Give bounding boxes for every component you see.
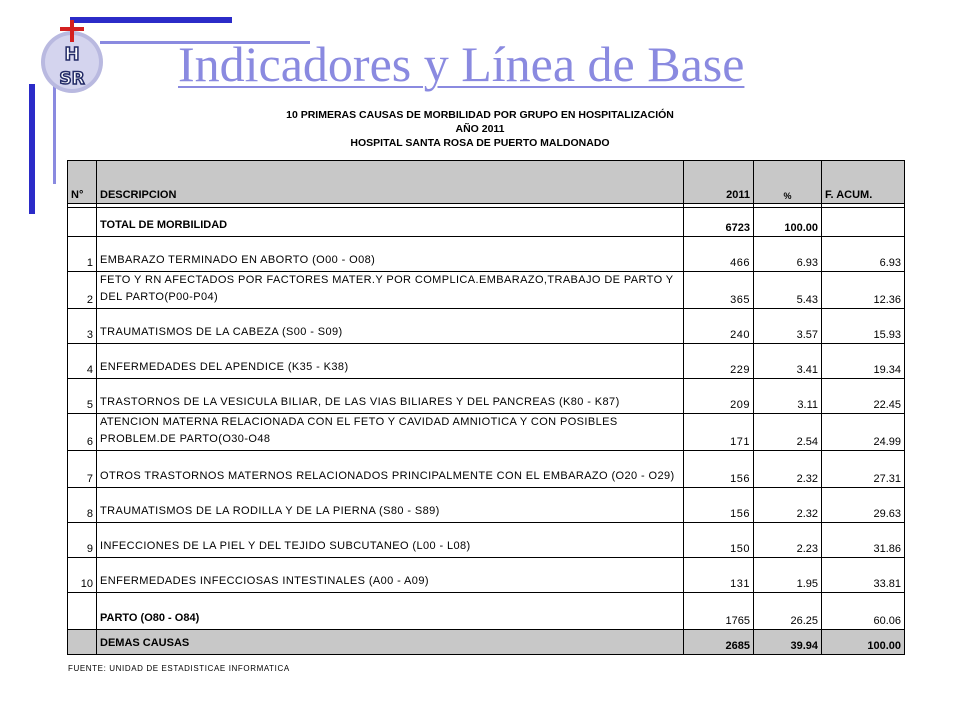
parto-index (68, 593, 97, 630)
table-heading (160, 108, 800, 150)
row-percent: 6.93 (754, 237, 822, 272)
row-cumulative: 6.93 (822, 237, 905, 272)
header-year: 2011 (684, 161, 754, 204)
row-value: 209 (684, 379, 754, 414)
total-value: 6723 (684, 208, 754, 237)
row-description: EMBARAZO TERMINADO EN ABORTO (O00 - O08) (97, 237, 684, 272)
total-cumulative (822, 208, 905, 237)
table-row (68, 344, 905, 379)
row-index: 8 (68, 488, 97, 523)
row-cumulative: 12.36 (822, 272, 905, 309)
row-percent: 2.32 (754, 488, 822, 523)
table-row (68, 523, 905, 558)
hospital-logo (34, 18, 110, 94)
row-cumulative: 31.86 (822, 523, 905, 558)
demas-cumulative: 100.00 (822, 630, 905, 655)
demas-percent: 39.94 (754, 630, 822, 655)
row-cumulative: 27.31 (822, 451, 905, 488)
row-cumulative: 22.45 (822, 379, 905, 414)
row-percent: 2.54 (754, 414, 822, 451)
row-description: INFECCIONES DE LA PIEL Y DEL TEJIDO SUBCUTANEO (L00 - L08) (97, 523, 684, 558)
row-description: FETO Y RN AFECTADOS POR FACTORES MATER.Y POR COMPLICA.EMBARAZO,TRABAJO DE PARTO Y DEL PARTO(P00-P04) (97, 272, 684, 309)
row-index: 9 (68, 523, 97, 558)
row-index: 4 (68, 344, 97, 379)
svg-text:H: H (64, 44, 80, 65)
decorative-bar-vertical (29, 84, 35, 214)
demas-row (68, 630, 905, 655)
row-value: 229 (684, 344, 754, 379)
row-index: 1 (68, 237, 97, 272)
table-row (68, 272, 905, 309)
row-percent: 3.11 (754, 379, 822, 414)
svg-text:SR: SR (59, 69, 85, 89)
row-percent: 2.23 (754, 523, 822, 558)
total-row (68, 208, 905, 237)
heading-line-1: 10 PRIMERAS CAUSAS DE MORBILIDAD POR GRUPO EN HOSPITALIZACIÓN (286, 109, 674, 121)
row-cumulative: 29.63 (822, 488, 905, 523)
row-value: 240 (684, 309, 754, 344)
table-row (68, 237, 905, 272)
row-cumulative: 33.81 (822, 558, 905, 593)
row-value: 156 (684, 488, 754, 523)
row-percent: 3.41 (754, 344, 822, 379)
row-description: TRAUMATISMOS DE LA RODILLA Y DE LA PIERNA (S80 - S89) (97, 488, 684, 523)
table-row (68, 379, 905, 414)
row-percent: 1.95 (754, 558, 822, 593)
row-description: TRAUMATISMOS DE LA CABEZA (S00 - S09) (97, 309, 684, 344)
heading-line-2: AÑO 2011 (455, 123, 505, 135)
row-value: 171 (684, 414, 754, 451)
row-description: ENFERMEDADES INFECCIOSAS INTESTINALES (A00 - A09) (97, 558, 684, 593)
header-description: DESCRIPCION (97, 161, 684, 204)
table-row (68, 414, 905, 451)
total-description: TOTAL DE MORBILIDAD (97, 208, 684, 237)
row-index: 6 (68, 414, 97, 451)
row-value: 156 (684, 451, 754, 488)
row-index: 5 (68, 379, 97, 414)
row-description: OTROS TRASTORNOS MATERNOS RELACIONADOS PRINCIPALMENTE CON EL EMBARAZO (O20 - O29) (97, 451, 684, 488)
row-description: ENFERMEDADES DEL APENDICE (K35 - K38) (97, 344, 684, 379)
row-description: TRASTORNOS DE LA VESICULA BILIAR, DE LAS VIAS BILIARES Y DEL PANCREAS (K80 - K87) (97, 379, 684, 414)
demas-index (68, 630, 97, 655)
row-value: 131 (684, 558, 754, 593)
row-cumulative: 19.34 (822, 344, 905, 379)
row-percent: 5.43 (754, 272, 822, 309)
header-percent: % (754, 161, 822, 204)
table-row (68, 558, 905, 593)
table-header-row (68, 161, 905, 204)
demas-description: DEMAS CAUSAS (97, 630, 684, 655)
total-index (68, 208, 97, 237)
row-percent: 3.57 (754, 309, 822, 344)
row-value: 365 (684, 272, 754, 309)
decorative-line-vertical (53, 84, 56, 184)
row-cumulative: 15.93 (822, 309, 905, 344)
demas-value: 2685 (684, 630, 754, 655)
row-index: 2 (68, 272, 97, 309)
parto-value: 1765 (684, 593, 754, 630)
source-note: FUENTE: UNIDAD DE ESTADISTICAE INFORMATICA (68, 664, 290, 673)
row-value: 466 (684, 237, 754, 272)
table-row (68, 451, 905, 488)
header-number: N° (68, 161, 97, 204)
total-percent: 100.00 (754, 208, 822, 237)
header-cumulative: F. ACUM. (822, 161, 905, 204)
heading-line-3: HOSPITAL SANTA ROSA DE PUERTO MALDONADO (350, 137, 610, 149)
row-description: ATENCION MATERNA RELACIONADA CON EL FETO Y CAVIDAD AMNIOTICA Y CON POSIBLES PROBLEM.DE PARTO(O30-O48 (97, 414, 684, 451)
row-percent: 2.32 (754, 451, 822, 488)
row-index: 3 (68, 309, 97, 344)
cause-rows (68, 237, 905, 593)
parto-row (68, 593, 905, 630)
parto-cumulative: 60.06 (822, 593, 905, 630)
row-index: 7 (68, 451, 97, 488)
table-row (68, 488, 905, 523)
row-index: 10 (68, 558, 97, 593)
row-cumulative: 24.99 (822, 414, 905, 451)
slide-title: Indicadores y Línea de Base (178, 36, 745, 92)
row-value: 150 (684, 523, 754, 558)
parto-percent: 26.25 (754, 593, 822, 630)
morbidity-table (67, 160, 905, 655)
parto-description: PARTO (O80 - O84) (97, 593, 684, 630)
table-row (68, 309, 905, 344)
